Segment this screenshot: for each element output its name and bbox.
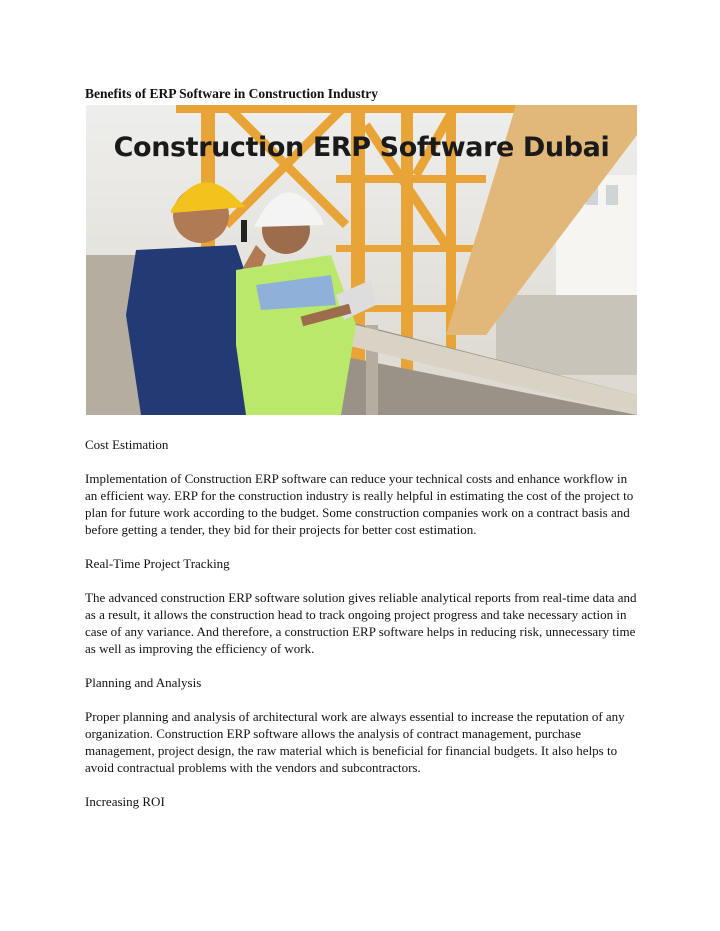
document-title: Benefits of ERP Software in Construction Industry [85, 86, 379, 101]
section-body-cost-estimation: Implementation of Construction ERP software can reduce your technical costs and enhance workflow in an efficient way. ERP for the construction industry is really helpful in estimating the cost of the project to plan for future work according to the budget. Some construction companies work on a contract basis and before getting a tender, they bid for their projects for better cost estimation. [85, 471, 634, 537]
section-body-real-time-project-tracking: The advanced construction ERP software solution gives reliable analytical reports from real-time data and as a result, it allows the construction head to track ongoing project progress and take necessary action in case of any variance. And therefore, a construction ERP software helps in reducing risk, unnecessary time as well as improving the efficiency of work. [85, 590, 637, 656]
image-caption-text: Construction ERP Software Dubai [113, 132, 610, 163]
section-body-planning-and-analysis: Proper planning and analysis of architectural work are always essential to increase the reputation of any organization. Construction ERP software allows the analysis of contract management, purchase management, project design, the raw material which is beneficial for financial budgets. It also helps to avoid contractual problems with the vendors and subcontractors. [85, 709, 625, 775]
section-heading-real-time-project-tracking: Real-Time Project Tracking [85, 556, 230, 571]
section-heading-increasing-roi: Increasing ROI [85, 794, 165, 809]
document-body [85, 436, 637, 827]
section-heading-cost-estimation: Cost Estimation [85, 437, 169, 452]
section-heading-planning-and-analysis: Planning and Analysis [85, 675, 202, 690]
hero-image [86, 105, 637, 415]
